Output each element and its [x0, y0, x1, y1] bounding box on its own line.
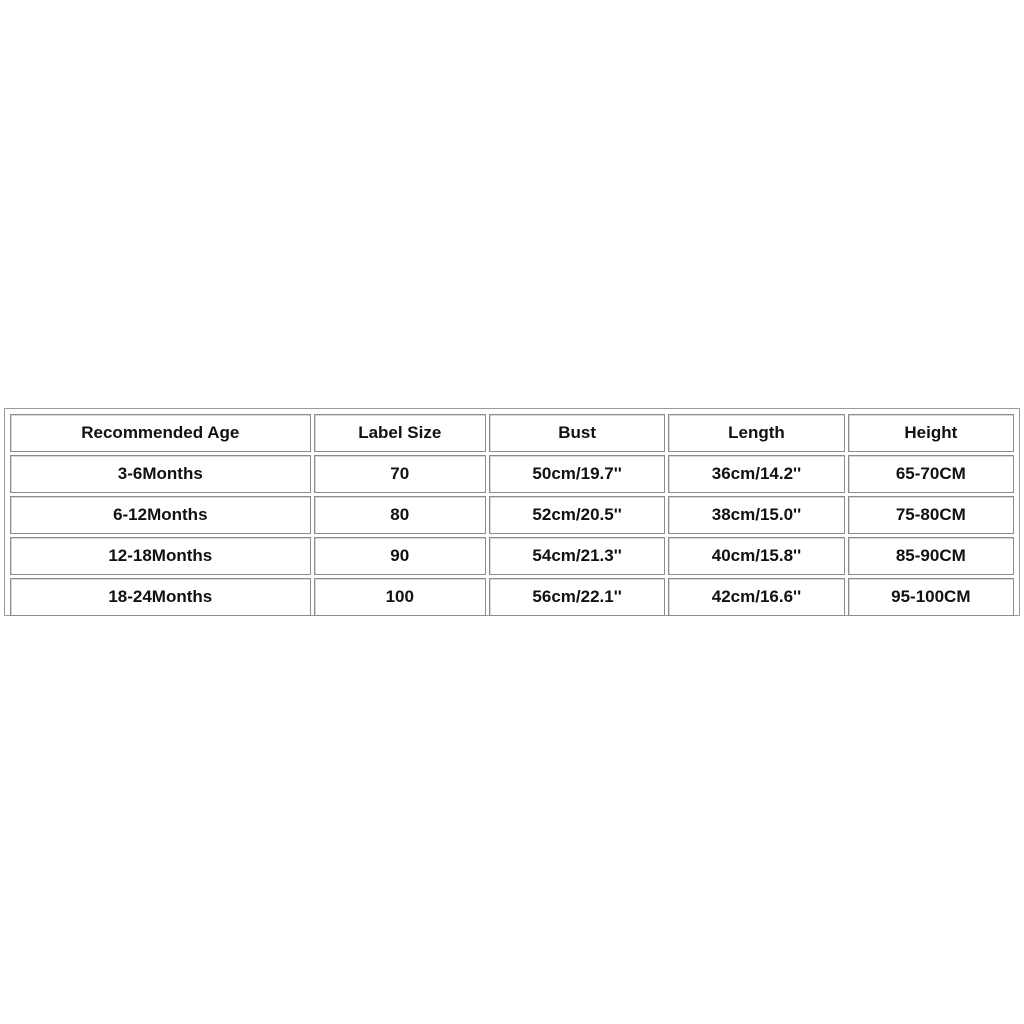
cell-length: 42cm/16.6'' [668, 578, 844, 616]
header-height: Height [848, 414, 1014, 452]
cell-bust: 56cm/22.1'' [489, 578, 665, 616]
cell-label-size: 90 [314, 537, 486, 575]
cell-label-size: 100 [314, 578, 486, 616]
header-row [10, 414, 1014, 452]
cell-age: 3-6Months [10, 455, 311, 493]
size-chart-table [7, 411, 1017, 619]
cell-length: 38cm/15.0'' [668, 496, 844, 534]
header-recommended-age: Recommended Age [10, 414, 311, 452]
cell-bust: 54cm/21.3'' [489, 537, 665, 575]
table-row [10, 496, 1014, 534]
cell-label-size: 70 [314, 455, 486, 493]
cell-age: 6-12Months [10, 496, 311, 534]
cell-height: 95-100CM [848, 578, 1014, 616]
size-chart [4, 408, 1020, 616]
table-row [10, 578, 1014, 616]
cell-height: 65-70CM [848, 455, 1014, 493]
header-bust: Bust [489, 414, 665, 452]
cell-age: 12-18Months [10, 537, 311, 575]
cell-bust: 50cm/19.7'' [489, 455, 665, 493]
cell-label-size: 80 [314, 496, 486, 534]
table-row [10, 537, 1014, 575]
header-length: Length [668, 414, 844, 452]
cell-height: 75-80CM [848, 496, 1014, 534]
cell-bust: 52cm/20.5'' [489, 496, 665, 534]
cell-length: 40cm/15.8'' [668, 537, 844, 575]
header-label-size: Label Size [314, 414, 486, 452]
cell-age: 18-24Months [10, 578, 311, 616]
table-row [10, 455, 1014, 493]
cell-height: 85-90CM [848, 537, 1014, 575]
cell-length: 36cm/14.2'' [668, 455, 844, 493]
